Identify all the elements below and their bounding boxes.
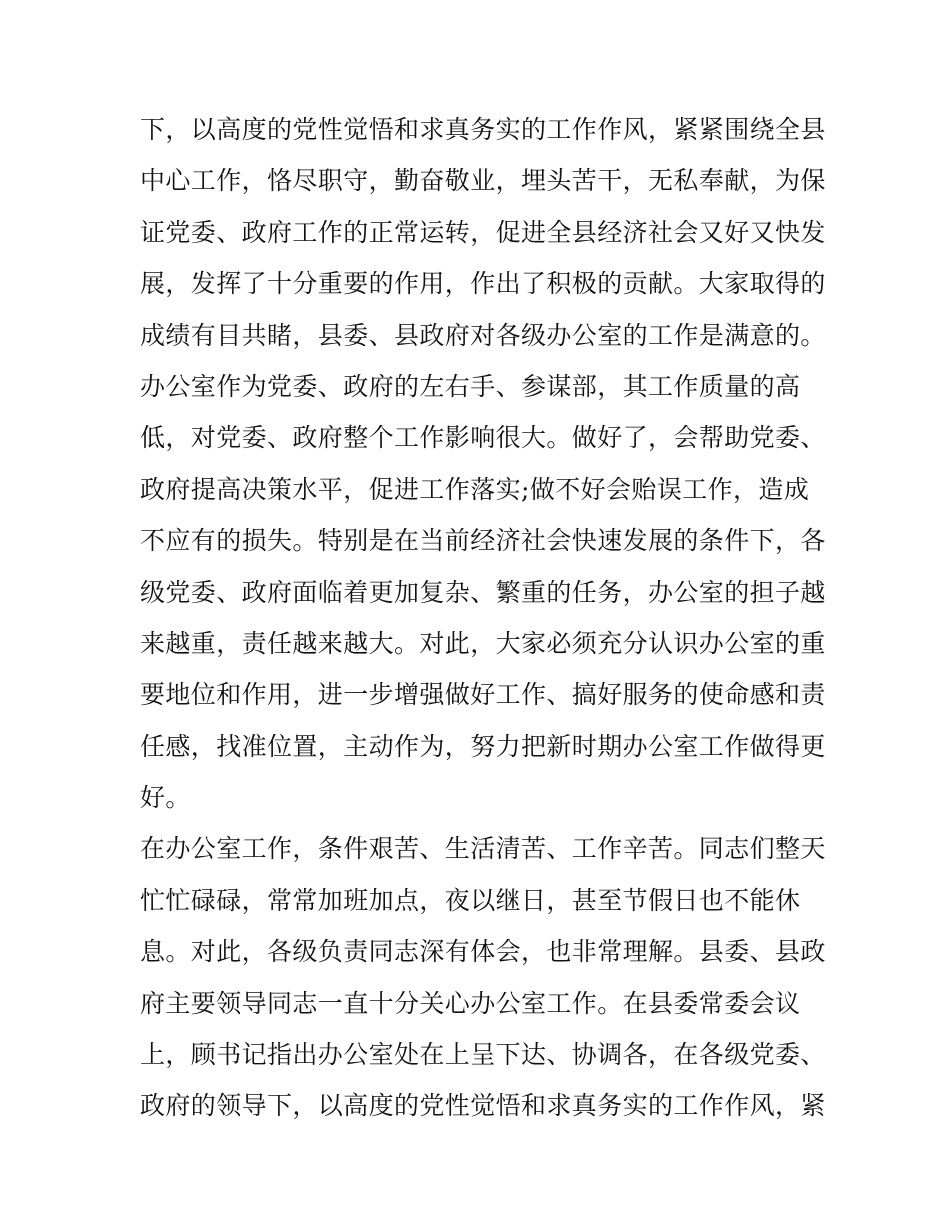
text-line: 政府提高决策水平，促进工作落实;做不好会贻误工作，造成	[140, 474, 810, 504]
text-line: 不应有的损失。特别是在当前经济社会快速发展的条件下，各	[140, 526, 826, 556]
text-line: 低，对党委、政府整个工作影响很大。做好了，会帮助党委、	[140, 423, 826, 453]
text-line: 好。	[140, 783, 191, 813]
text-line: 政府的领导下，以高度的党性觉悟和求真务实的工作作风，紧	[140, 1091, 826, 1121]
text-line: 级党委、政府面临着更加复杂、繁重的任务，办公室的担子越	[140, 577, 826, 607]
text-line: 证党委、政府工作的正常运转，促进全县经济社会又好又快发	[140, 217, 826, 247]
text-line: 成绩有目共睹，县委、县政府对各级办公室的工作是满意的。	[140, 320, 826, 350]
text-line: 在办公室工作，条件艰苦、生活清苦、工作辛苦。同志们整天	[140, 834, 826, 864]
text-line: 府主要领导同志一直十分关心办公室工作。在县委常委会议	[140, 988, 801, 1018]
text-line: 展，发挥了十分重要的作用，作出了积极的贡献。大家取得的	[140, 269, 826, 299]
text-line: 上，顾书记指出办公室处在上呈下达、协调各，在各级党委、	[140, 1040, 826, 1070]
text-line: 忙忙碌碌，常常加班加点，夜以继日，甚至节假日也不能休	[140, 885, 801, 915]
text-line: 要地位和作用，进一步增强做好工作、搞好服务的使命感和责	[140, 680, 826, 710]
text-line: 任感，找准位置，主动作为，努力把新时期办公室工作做得更	[140, 731, 826, 761]
text-line: 办公室作为党委、政府的左右手、参谋部，其工作质量的高	[140, 371, 801, 401]
text-line: 息。对此，各级负责同志深有体会，也非常理解。县委、县政	[140, 937, 826, 967]
text-line: 来越重，责任越来越大。对此，大家必须充分认识办公室的重	[140, 628, 826, 658]
text-line: 下，以高度的党性觉悟和求真务实的工作作风，紧紧围绕全县	[140, 115, 826, 144]
text-line: 中心工作，恪尽职守，勤奋敬业，埋头苦干，无私奉献，为保	[140, 166, 826, 196]
body-text	[140, 104, 826, 1132]
